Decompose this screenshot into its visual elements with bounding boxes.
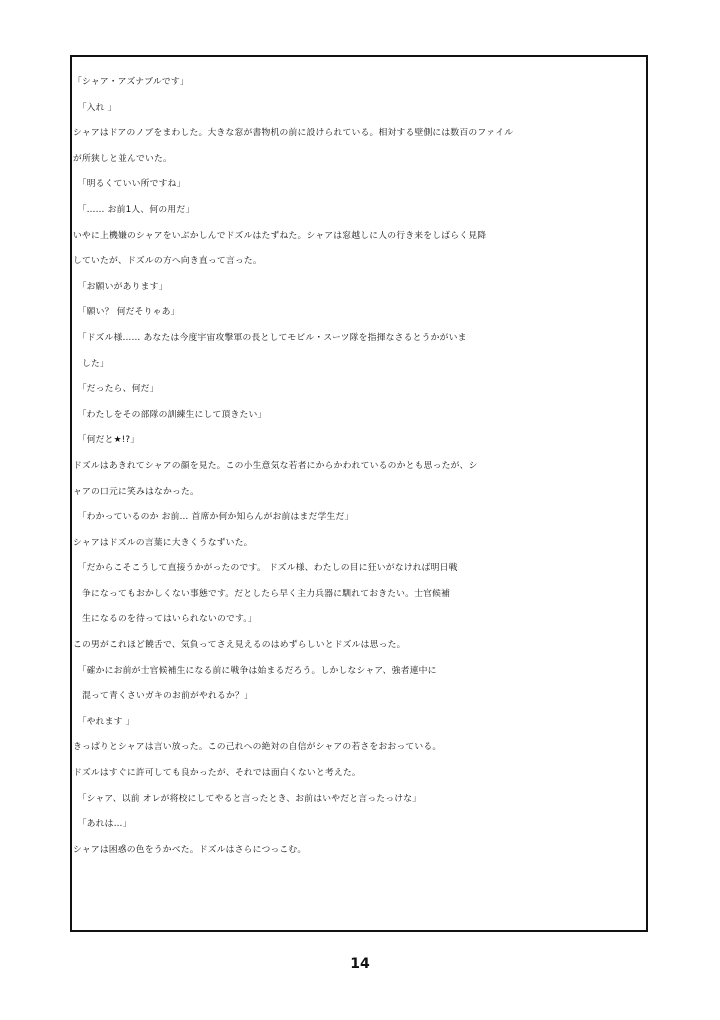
text-line: いやに上機嫌のシャアをいぶかしんでドズルはたずねた。シャアは窓越しに人の行き来をしばらく見降 bbox=[73, 230, 487, 241]
text-line: ドズルはあきれてシャアの顔を見た。この小生意気な若者にからかわれているのかとも思ったが、シ bbox=[73, 460, 478, 471]
text-line: していたが、ドズルの方へ向き直って言った。 bbox=[73, 256, 262, 267]
text-line: ドズルはすぐに許可しても良かったが、それでは面白くないと考えた。 bbox=[73, 768, 361, 779]
text-line: シャアは困惑の色をうかべた。ドズルはさらにつっこむ。 bbox=[73, 844, 307, 855]
text-line: ャアの口元に笑みはなかった。 bbox=[73, 486, 199, 497]
text-line: 「入れ 」 bbox=[73, 102, 117, 113]
text-line: シャアはドズルの言葉に大きくうなずいた。 bbox=[73, 537, 253, 548]
text-line: 争になってもおかしくない事態です。だとしたら早く主力兵器に馴れておきたい。士官候補 bbox=[73, 588, 451, 599]
text-line: が所狭しと並んでいた。 bbox=[73, 153, 172, 164]
text-line: 「確かにお前が士官候補生になる前に戦争は始まるだろう。しかしなシャア、強者連中に bbox=[73, 665, 437, 676]
text-line: 「シャア、以前 オレが将校にしてやると言ったとき、お前はいやだと言ったっけな」 bbox=[73, 793, 422, 804]
story-text bbox=[73, 70, 641, 863]
text-line: 混って青くさいガキのお前がやれるか？」 bbox=[73, 691, 253, 702]
text-line: 「願い？ 何だそりゃあ」 bbox=[73, 307, 180, 318]
text-line: 「わかっているのか お前… 首席か何か知らんがお前はまだ学生だ」 bbox=[73, 512, 354, 523]
text-line: この男がこれほど饒舌で、気負ってさえ見えるのはめずらしいとドズルは思った。 bbox=[73, 640, 406, 651]
text-line: 「…… お前1人、何の用だ」 bbox=[73, 204, 195, 215]
text-line: 「明るくていい所ですね」 bbox=[73, 179, 186, 190]
text-line: した」 bbox=[73, 358, 109, 369]
text-line: きっぱりとシャアは言い放った。この己れへの絶対の自信がシャアの若さをおおっている。 bbox=[73, 742, 442, 753]
text-line: 「お願いがあります」 bbox=[73, 281, 168, 292]
text-line: 「わたしをその部隊の訓練生にして頂きたい」 bbox=[73, 409, 267, 420]
text-line: 「やれます 」 bbox=[73, 716, 135, 727]
text-line: 「だったら、何だ」 bbox=[73, 384, 159, 395]
text-line: 「何だと★!?」 bbox=[73, 435, 140, 446]
text-line: 「ドズル様…… あなたは今度宇宙攻撃軍の長としてモビル・スーツ隊を指揮なさるとうかがいま bbox=[73, 332, 467, 343]
text-line: シャアはドアのノブをまわした。大きな窓が書物机の前に設けられている。相対する壁側には数百のファイル bbox=[73, 128, 514, 139]
text-line: 「シャア・アズナブルです」 bbox=[73, 77, 189, 87]
text-line: 「だからこそこうして直接うかがったのです。 ドズル様、わたしの目に狂いがなければ明日戦 bbox=[73, 563, 458, 574]
page-number: 14 bbox=[350, 956, 370, 972]
text-line: 「あれは…」 bbox=[73, 819, 132, 830]
text-line: 生になるのを待ってはいられないのです。」 bbox=[73, 614, 257, 625]
